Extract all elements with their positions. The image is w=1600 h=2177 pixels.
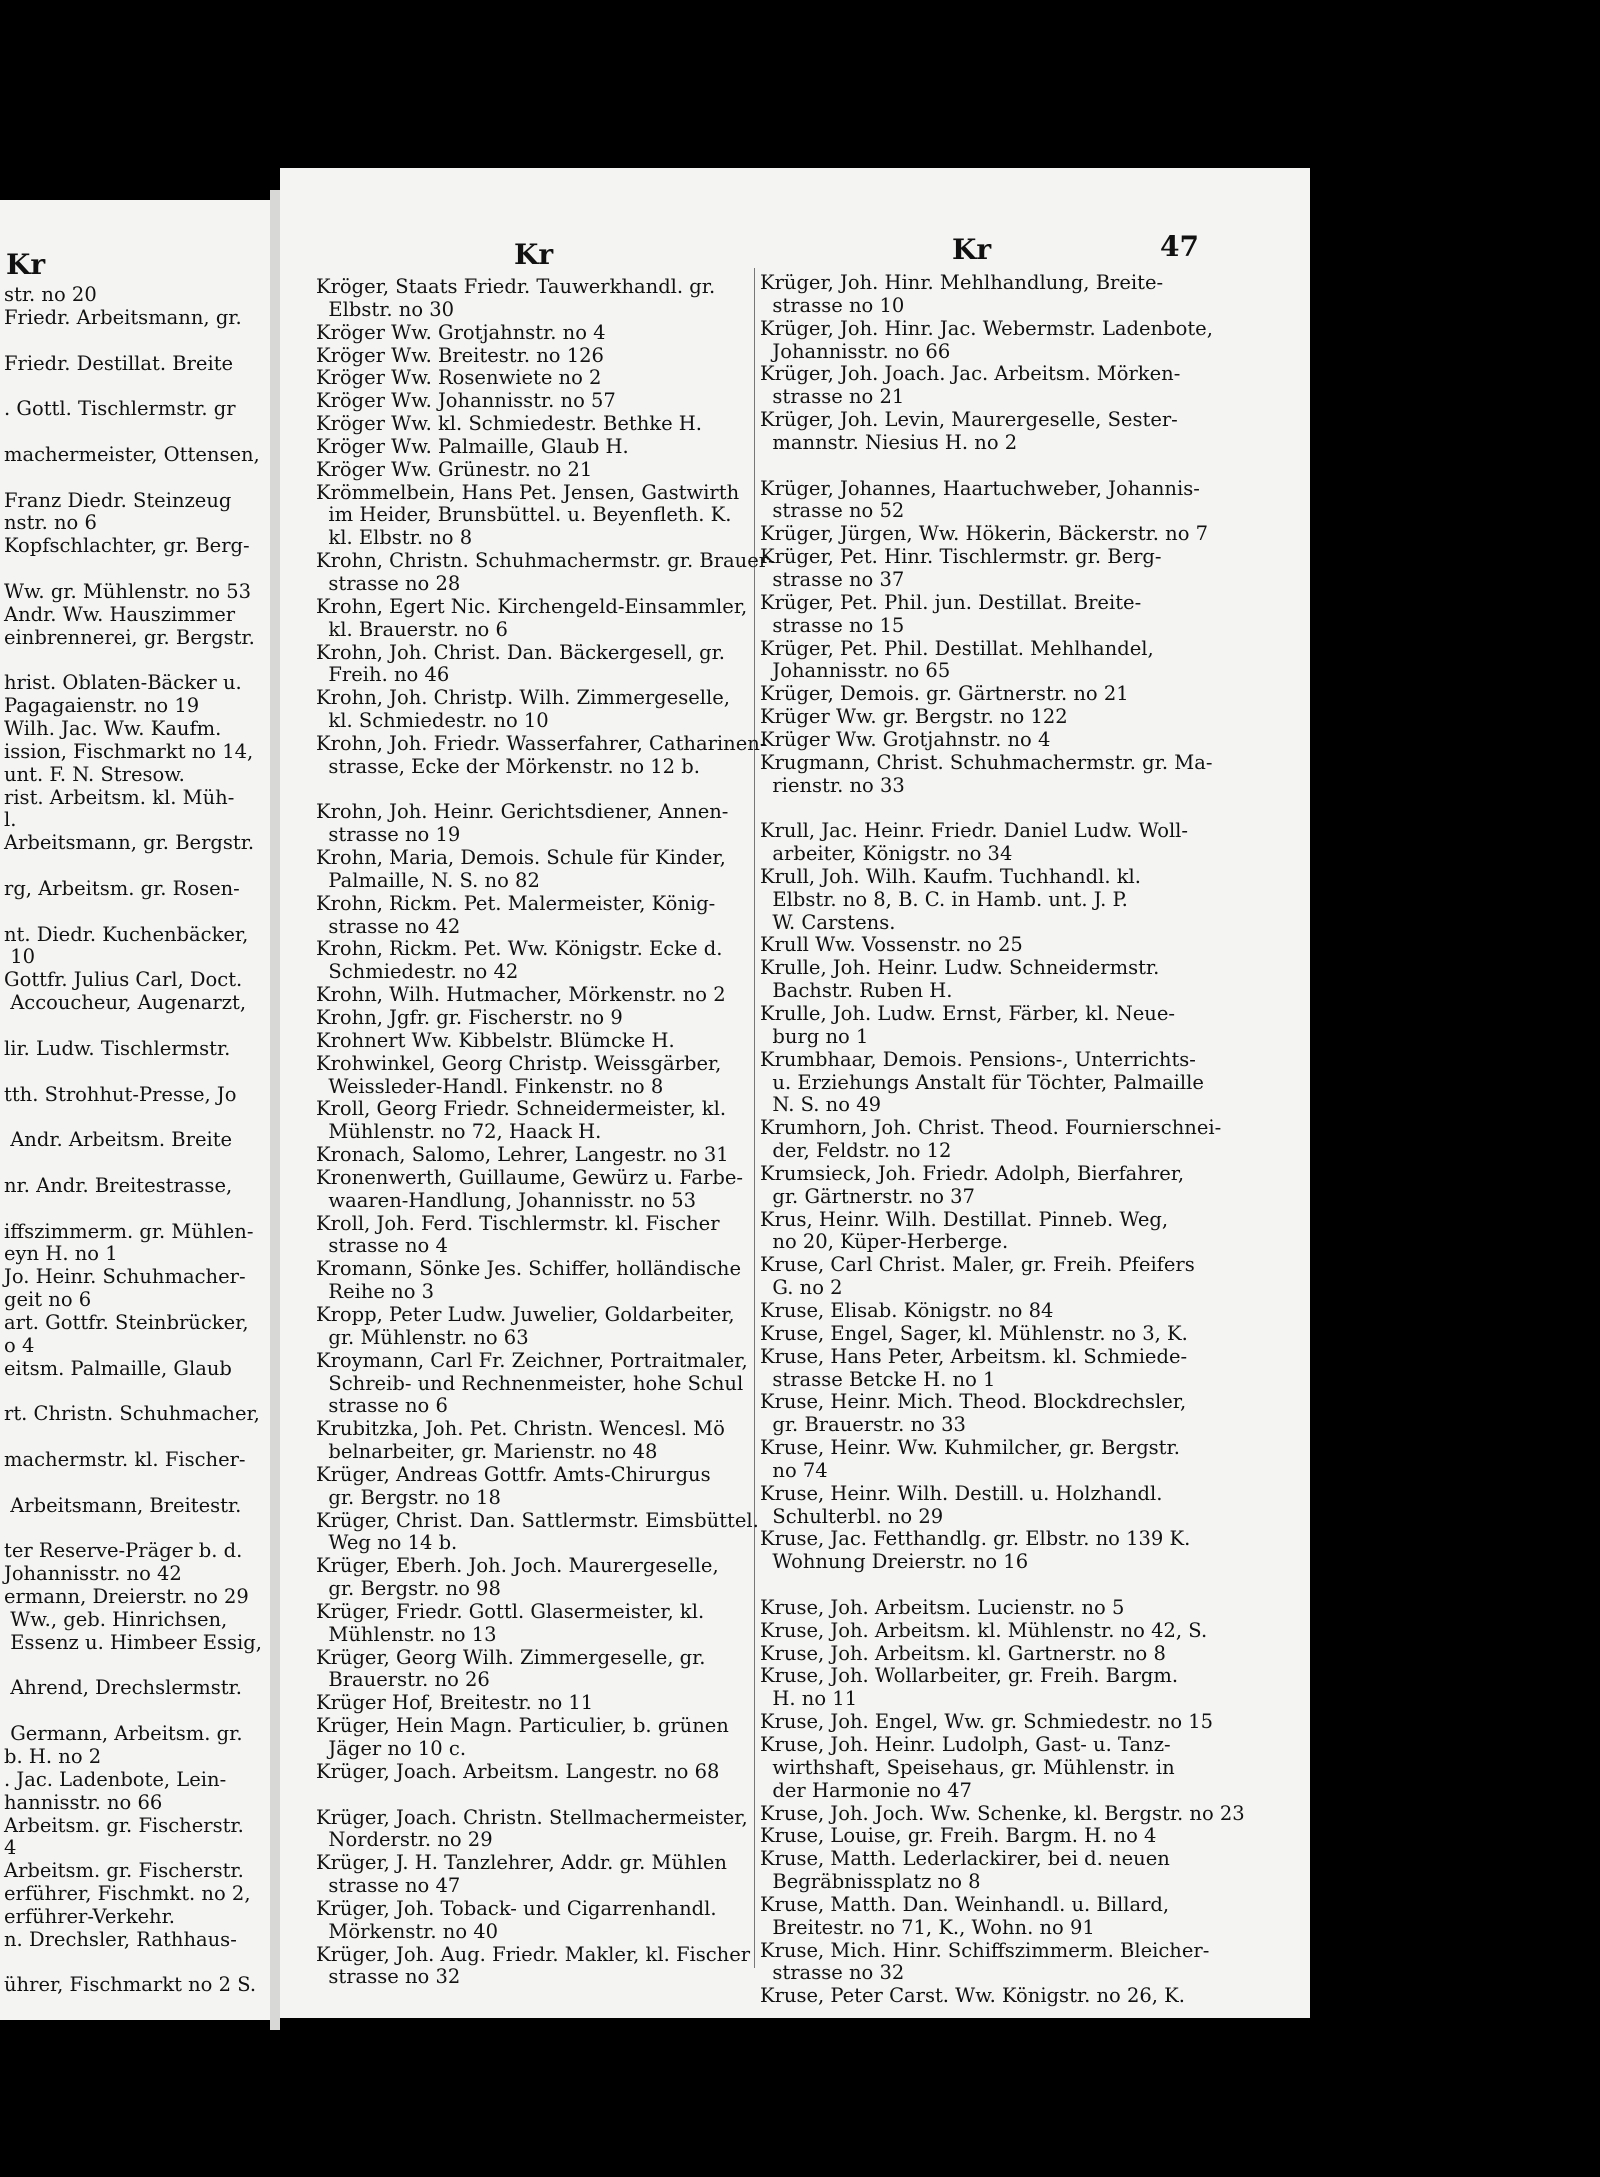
directory-entry-line: strasse no 19 bbox=[316, 823, 461, 847]
directory-entry-line: rist. Arbeitsm. kl. Müh- bbox=[4, 785, 235, 809]
directory-entry-line: Krüger, Andreas Gottfr. Amts-Chirurgus bbox=[316, 1462, 711, 1486]
right-page bbox=[280, 168, 1310, 2018]
right-column bbox=[760, 272, 1245, 2008]
directory-entry-line: Gottfr. Julius Carl, Doct. bbox=[4, 968, 243, 992]
directory-entry-line: Kröger Ww. Grotjahnstr. no 4 bbox=[316, 320, 606, 344]
directory-entry-line: Ww. gr. Mühlenstr. no 53 bbox=[4, 579, 252, 603]
directory-entry-line bbox=[4, 1655, 262, 1678]
directory-entry-line: Kruse, Jac. Fetthandlg. gr. Elbstr. no 139 K. bbox=[760, 1527, 1191, 1551]
directory-entry-line: arbeiter, Königstr. no 34 bbox=[760, 842, 1013, 866]
directory-entry-line: Arbeitsmann, gr. Bergstr. bbox=[4, 831, 255, 855]
directory-entry-line bbox=[4, 558, 262, 581]
directory-entry-line: Krohnert Ww. Kibbelstr. Blümcke H. bbox=[316, 1028, 675, 1052]
directory-entry-line: Kropp, Peter Ludw. Juwelier, Goldarbeiter, bbox=[316, 1302, 735, 1326]
directory-entry-line bbox=[316, 779, 775, 802]
directory-entry-line: ermann, Dreierstr. no 29 bbox=[4, 1585, 249, 1609]
directory-entry-line: Krüger, Joh. Joach. Jac. Arbeitsm. Mörken- bbox=[760, 362, 1181, 386]
left-page-header: Kr bbox=[6, 248, 46, 281]
directory-entry-line: Kruse, Mich. Hinr. Schiffszimmerm. Bleicher- bbox=[760, 1938, 1210, 1962]
directory-entry-line: mannstr. Niesius H. no 2 bbox=[760, 430, 1018, 454]
directory-entry-line bbox=[4, 1106, 262, 1129]
directory-entry-line: Krüger Ww. gr. Bergstr. no 122 bbox=[760, 705, 1068, 729]
directory-entry-line: Weissleder-Handl. Finkenstr. no 8 bbox=[316, 1074, 664, 1098]
directory-entry-line: hrist. Oblaten-Bäcker u. bbox=[4, 671, 242, 695]
directory-entry-line: Kruse, Engel, Sager, kl. Mühlenstr. no 3, K. bbox=[760, 1321, 1188, 1345]
directory-entry-line: im Heider, Brunsbüttel. u. Beyenfleth. K. bbox=[316, 503, 732, 527]
directory-entry-line: strasse no 10 bbox=[760, 293, 905, 317]
directory-entry-line: iffszimmerm. gr. Mühlen- bbox=[4, 1219, 254, 1243]
directory-entry-line: Mühlenstr. no 72, Haack H. bbox=[316, 1120, 602, 1144]
directory-entry-line: Schulterbl. no 29 bbox=[760, 1504, 944, 1528]
directory-entry-line: Krull, Joh. Wilh. Kaufm. Tuchhandl. kl. bbox=[760, 864, 1141, 888]
directory-entry-line: waaren-Handlung, Johannisstr. no 53 bbox=[316, 1188, 697, 1212]
directory-entry-line: Krumsieck, Joh. Friedr. Adolph, Bierfahrer, bbox=[760, 1161, 1185, 1185]
directory-entry-line: Friedr. Destillat. Breite bbox=[4, 351, 234, 375]
directory-entry-line: strasse no 28 bbox=[316, 571, 461, 595]
directory-entry-line: Krohn, Wilh. Hutmacher, Mörkenstr. no 2 bbox=[316, 983, 726, 1007]
directory-entry-line: Kroll, Joh. Ferd. Tischlermstr. kl. Fischer bbox=[316, 1211, 720, 1235]
directory-entry-line: rienstr. no 33 bbox=[760, 773, 905, 797]
directory-entry-line: Krüger, Pet. Hinr. Tischlermstr. gr. Berg- bbox=[760, 545, 1162, 569]
directory-entry-line: 4 bbox=[4, 1836, 17, 1860]
directory-entry-line: Franz Diedr. Steinzeug bbox=[4, 488, 232, 512]
directory-entry-line: . Jac. Ladenbote, Lein- bbox=[4, 1767, 227, 1791]
directory-entry-line: H. no 11 bbox=[760, 1687, 858, 1711]
directory-entry-line bbox=[4, 1061, 262, 1084]
directory-entry-line: Kruse, Heinr. Mich. Theod. Blockdrechsler, bbox=[760, 1390, 1187, 1414]
directory-entry-line: Krüger, Demois. gr. Gärtnerstr. no 21 bbox=[760, 682, 1129, 706]
directory-entry-line: Kruse, Peter Carst. Ww. Königstr. no 26, K. bbox=[760, 1984, 1185, 2008]
directory-entry-line: art. Gottfr. Steinbrücker, bbox=[4, 1310, 249, 1334]
directory-entry-line: ission, Fischmarkt no 14, bbox=[4, 739, 254, 763]
directory-entry-line: Krohn, Maria, Demois. Schule für Kinder, bbox=[316, 846, 726, 870]
directory-entry-line bbox=[760, 797, 1245, 820]
directory-entry-line: Krüger, Joach. Arbeitsm. Langestr. no 68 bbox=[316, 1759, 720, 1783]
directory-entry-line: strasse, Ecke der Mörkenstr. no 12 b. bbox=[316, 754, 700, 778]
directory-entry-line: Krüger Ww. Grotjahnstr. no 4 bbox=[760, 727, 1051, 751]
directory-entry-line: Krohn, Christn. Schuhmachermstr. gr. Brauer- bbox=[316, 549, 775, 573]
directory-entry-line: strasse Betcke H. no 1 bbox=[760, 1367, 996, 1391]
directory-entry-line: nt. Diedr. Kuchenbäcker, bbox=[4, 922, 249, 946]
directory-entry-line: nr. Andr. Breitestrasse, bbox=[4, 1173, 233, 1197]
directory-entry-line: Essenz u. Himbeer Essig, bbox=[4, 1630, 262, 1654]
directory-entry-line bbox=[4, 1700, 262, 1723]
directory-entry-line: gr. Brauerstr. no 33 bbox=[760, 1413, 966, 1437]
directory-entry-line bbox=[4, 1426, 262, 1449]
directory-entry-line: lir. Ludw. Tischlermstr. bbox=[4, 1036, 231, 1060]
directory-entry-line: erführer, Fischmkt. no 2, bbox=[4, 1882, 251, 1906]
directory-entry-line: Krüger, Eberh. Joh. Joch. Maurergeselle, bbox=[316, 1554, 719, 1578]
directory-entry-line: strasse no 32 bbox=[760, 1961, 905, 1985]
directory-entry-line bbox=[4, 855, 262, 878]
directory-entry-line: Accoucheur, Augenarzt, bbox=[4, 991, 247, 1015]
directory-entry-line: erführer-Verkehr. bbox=[4, 1904, 175, 1928]
directory-entry-line: Krüger, Joh. Aug. Friedr. Makler, kl. Fischer bbox=[316, 1942, 751, 1966]
directory-entry-line: einbrennerei, gr. Bergstr. bbox=[4, 625, 255, 649]
directory-entry-line: Krüger Hof, Breitestr. no 11 bbox=[316, 1691, 594, 1715]
directory-entry-line: Freih. no 46 bbox=[316, 663, 450, 687]
directory-entry-line: Andr. Arbeitsm. Breite bbox=[4, 1128, 233, 1152]
directory-entry-line: Krohn, Joh. Christ. Dan. Bäckergesell, gr. bbox=[316, 640, 726, 664]
directory-entry-line: Krüger, Johannes, Haartuchweber, Johannis- bbox=[760, 476, 1200, 500]
directory-entry-line: Krull, Jac. Heinr. Friedr. Daniel Ludw. Woll- bbox=[760, 819, 1189, 843]
directory-entry-line: Breitestr. no 71, K., Wohn. no 91 bbox=[760, 1915, 1095, 1939]
directory-entry-line: gr. Mühlenstr. no 63 bbox=[316, 1325, 529, 1349]
directory-entry-line: Kröger Ww. Breitestr. no 126 bbox=[316, 343, 604, 367]
directory-entry-line bbox=[4, 1472, 262, 1495]
directory-entry-line: Kruse, Joh. Joch. Ww. Schenke, kl. Bergstr. no 23 bbox=[760, 1801, 1245, 1825]
directory-entry-line: Krull Ww. Vossenstr. no 25 bbox=[760, 933, 1023, 957]
directory-entry-line: burg no 1 bbox=[760, 1024, 869, 1048]
directory-entry-line bbox=[4, 1381, 262, 1404]
directory-entry-line: nstr. no 6 bbox=[4, 511, 97, 535]
directory-entry-line: der, Feldstr. no 12 bbox=[760, 1139, 952, 1163]
directory-entry-line: eitsm. Palmaille, Glaub bbox=[4, 1356, 232, 1380]
directory-entry-line: tth. Strohhut-Presse, Jo bbox=[4, 1082, 237, 1106]
directory-entry-line: Krömmelbein, Hans Pet. Jensen, Gastwirth bbox=[316, 480, 740, 504]
directory-entry-line: kl. Schmiedestr. no 10 bbox=[316, 709, 549, 733]
directory-entry-line: strasse no 15 bbox=[760, 613, 905, 637]
directory-entry-line bbox=[4, 1152, 262, 1175]
directory-entry-line: Elbstr. no 30 bbox=[316, 297, 455, 321]
directory-entry-line: Krumhorn, Joh. Christ. Theod. Fournierschnei- bbox=[760, 1116, 1222, 1140]
directory-entry-line: Jo. Heinr. Schuhmacher- bbox=[4, 1265, 246, 1289]
directory-entry-line: Kruse, Heinr. Ww. Kuhmilcher, gr. Bergstr. bbox=[760, 1436, 1180, 1460]
directory-entry-line: Andr. Ww. Hauszimmer bbox=[4, 602, 236, 626]
directory-entry-line bbox=[760, 455, 1245, 478]
directory-entry-line: Johannisstr. no 66 bbox=[760, 339, 951, 363]
directory-entry-line: Kröger Ww. kl. Schmiedestr. Bethke H. bbox=[316, 412, 703, 436]
directory-entry-line: Krohn, Egert Nic. Kirchengeld-Einsammler, bbox=[316, 594, 748, 618]
directory-entry-line: 10 bbox=[4, 945, 36, 969]
directory-entry-line: Norderstr. no 29 bbox=[316, 1828, 493, 1852]
directory-entry-line: Kruse, Louise, gr. Freih. Bargm. H. no 4 bbox=[760, 1824, 1157, 1848]
directory-entry-line: strasse no 32 bbox=[316, 1965, 461, 1989]
directory-entry-line: kl. Elbstr. no 8 bbox=[316, 526, 473, 550]
directory-entry-line: Kröger Ww. Palmaille, Glaub H. bbox=[316, 434, 629, 458]
directory-entry-line: Germann, Arbeitsm. gr. bbox=[4, 1722, 243, 1746]
directory-entry-line: Kroll, Georg Friedr. Schneidermeister, kl. bbox=[316, 1097, 727, 1121]
directory-entry-line: kl. Brauerstr. no 6 bbox=[316, 617, 508, 641]
directory-entry-line: Krus, Heinr. Wilh. Destillat. Pinneb. Weg, bbox=[760, 1207, 1169, 1231]
directory-entry-line: Palmaille, N. S. no 82 bbox=[316, 868, 540, 892]
directory-entry-line: Kruse, Hans Peter, Arbeitsm. kl. Schmiede- bbox=[760, 1344, 1188, 1368]
directory-entry-line: Ww., geb. Hinrichsen, bbox=[4, 1607, 228, 1631]
directory-entry-line bbox=[4, 467, 262, 490]
directory-entry-line: Kröger Ww. Rosenwiete no 2 bbox=[316, 366, 602, 390]
directory-entry-line: Kruse, Carl Christ. Maler, gr. Freih. Pfeifers bbox=[760, 1253, 1195, 1277]
directory-entry-line: geit no 6 bbox=[4, 1288, 92, 1312]
directory-entry-line: rt. Christn. Schuhmacher, bbox=[4, 1402, 260, 1426]
directory-entry-line: l. bbox=[4, 808, 17, 832]
directory-entry-line: N. S. no 49 bbox=[760, 1093, 881, 1117]
directory-entry-line: Bachstr. Ruben H. bbox=[760, 979, 953, 1003]
directory-entry-line: Elbstr. no 8, B. C. in Hamb. unt. J. P. bbox=[760, 887, 1128, 911]
right-page-header-right: Kr bbox=[952, 233, 992, 266]
directory-entry-line bbox=[4, 375, 262, 398]
directory-entry-line: Krüger, Joach. Christn. Stellmachermeister, bbox=[316, 1805, 748, 1829]
directory-entry-line: Wohnung Dreierstr. no 16 bbox=[760, 1550, 1029, 1574]
directory-entry-line: Krüger, Joh. Hinr. Mehlhandlung, Breite- bbox=[760, 271, 1164, 294]
directory-entry-line: Schmiedestr. no 42 bbox=[316, 960, 519, 984]
directory-entry-line: Krüger, Pet. Phil. Destillat. Mehlhandel, bbox=[760, 636, 1154, 660]
directory-entry-line: gr. Bergstr. no 98 bbox=[316, 1577, 501, 1601]
directory-entry-line: Krohn, Jgfr. gr. Fischerstr. no 9 bbox=[316, 1006, 623, 1029]
directory-entry-line: Kronenwerth, Guillaume, Gewürz u. Farbe- bbox=[316, 1165, 743, 1189]
directory-entry-line: Krüger, Friedr. Gottl. Glasermeister, kl. bbox=[316, 1599, 705, 1623]
directory-entry-line: machermstr. kl. Fischer- bbox=[4, 1448, 246, 1472]
directory-entry-line: strasse no 6 bbox=[316, 1394, 448, 1418]
directory-entry-line: unt. F. N. Stresow. bbox=[4, 762, 185, 786]
directory-entry-line: Krubitzka, Joh. Pet. Christn. Wencesl. Mö bbox=[316, 1417, 725, 1441]
directory-entry-line: Kruse, Joh. Arbeitsm. Lucienstr. no 5 bbox=[760, 1595, 1125, 1619]
middle-column bbox=[316, 276, 775, 1989]
directory-entry-line: Kruse, Joh. Engel, Ww. gr. Schmiedestr. no 15 bbox=[760, 1710, 1214, 1734]
directory-entry-line bbox=[760, 1574, 1245, 1597]
directory-entry-line: no 74 bbox=[760, 1458, 828, 1482]
directory-entry-line: Krohn, Joh. Christp. Wilh. Zimmergeselle, bbox=[316, 686, 730, 710]
directory-entry-line bbox=[4, 650, 262, 673]
directory-entry-line: strasse no 42 bbox=[316, 914, 461, 938]
directory-entry-line: Schreib- und Rechnenmeister, hohe Schul bbox=[316, 1371, 744, 1395]
directory-entry-line: G. no 2 bbox=[760, 1276, 843, 1300]
directory-entry-line bbox=[4, 330, 262, 353]
directory-entry-line: hannisstr. no 66 bbox=[4, 1790, 163, 1814]
left-page-column bbox=[4, 284, 262, 1997]
directory-entry-line: Kröger Ww. Grünestr. no 21 bbox=[316, 457, 593, 481]
directory-entry-line: str. no 20 bbox=[4, 283, 97, 306]
directory-entry-line: n. Drechsler, Rathhaus- bbox=[4, 1927, 237, 1951]
directory-entry-line: Kruse, Matth. Dan. Weinhandl. u. Billard, bbox=[760, 1892, 1170, 1916]
directory-entry-line: u. Erziehungs Anstalt für Töchter, Palmaille bbox=[760, 1070, 1204, 1094]
directory-entry-line: Kronach, Salomo, Lehrer, Langestr. no 31 bbox=[316, 1143, 729, 1167]
directory-entry-line: W. Carstens. bbox=[760, 910, 896, 934]
directory-entry-line bbox=[316, 1784, 775, 1807]
directory-entry-line: Kroymann, Carl Fr. Zeichner, Portraitmaler, bbox=[316, 1348, 748, 1372]
directory-entry-line: Kruse, Matth. Lederlackirer, bei d. neuen bbox=[760, 1847, 1170, 1871]
directory-entry-line: Krohn, Rickm. Pet. Malermeister, König- bbox=[316, 891, 716, 915]
directory-entry-line: gr. Gärtnerstr. no 37 bbox=[760, 1184, 975, 1208]
directory-entry-line: strasse no 4 bbox=[316, 1234, 448, 1258]
directory-entry-line: . Gottl. Tischlermstr. gr bbox=[4, 397, 236, 421]
directory-entry-line: Krüger, Georg Wilh. Zimmergeselle, gr. bbox=[316, 1645, 706, 1669]
directory-entry-line: Krulle, Joh. Ludw. Ernst, Färber, kl. Neue- bbox=[760, 1002, 1175, 1025]
directory-entry-line: wirthshaft, Speisehaus, gr. Mühlenstr. in bbox=[760, 1755, 1175, 1779]
directory-entry-line: Kruse, Joh. Arbeitsm. kl. Gartnerstr. no 8 bbox=[760, 1641, 1166, 1665]
directory-entry-line: ührer, Fischmarkt no 2 S. bbox=[4, 1973, 257, 1997]
directory-entry-line: no 20, Küper-Herberge. bbox=[760, 1230, 1009, 1254]
directory-entry-line: machermeister, Ottensen, bbox=[4, 442, 260, 466]
directory-entry-line: Kruse, Heinr. Wilh. Destill. u. Holzhandl. bbox=[760, 1481, 1163, 1505]
directory-entry-line: strasse no 52 bbox=[760, 499, 905, 523]
directory-entry-line: Krüger, Hein Magn. Particulier, b. grünen bbox=[316, 1714, 729, 1738]
directory-entry-line: Johannisstr. no 65 bbox=[760, 659, 951, 683]
directory-entry-line: Mühlenstr. no 13 bbox=[316, 1622, 497, 1646]
directory-entry-line bbox=[4, 1015, 262, 1038]
directory-entry-line: Mörkenstr. no 40 bbox=[316, 1919, 499, 1943]
directory-entry-line: Krohn, Joh. Heinr. Gerichtsdiener, Annen- bbox=[316, 800, 729, 824]
directory-entry-line: ter Reserve-Präger b. d. bbox=[4, 1539, 243, 1563]
directory-entry-line: rg, Arbeitsm. gr. Rosen- bbox=[4, 876, 240, 900]
directory-entry-line: Ahrend, Drechslermstr. bbox=[4, 1676, 242, 1700]
directory-entry-line: Krüger, Joh. Toback- und Cigarrenhandl. bbox=[316, 1896, 717, 1920]
directory-entry-line: b. H. no 2 bbox=[4, 1745, 102, 1768]
directory-entry-line: Friedr. Arbeitsmann, gr. bbox=[4, 305, 242, 329]
directory-entry-line: der Harmonie no 47 bbox=[760, 1778, 972, 1802]
directory-entry-line: Krüger, Joh. Hinr. Jac. Webermstr. Ladenbote, bbox=[760, 316, 1213, 340]
directory-entry-line bbox=[4, 901, 262, 924]
directory-entry-line: eyn H. no 1 bbox=[4, 1242, 118, 1266]
page-number: 47 bbox=[1160, 230, 1199, 263]
directory-entry-line: Krüger, Christ. Dan. Sattlermstr. Eimsbüttel. bbox=[316, 1508, 759, 1532]
right-page-header-center: Kr bbox=[514, 238, 554, 271]
directory-entry-line bbox=[4, 421, 262, 444]
directory-entry-line: Krüger, Pet. Phil. jun. Destillat. Breite- bbox=[760, 590, 1142, 614]
directory-entry-line: gr. Bergstr. no 18 bbox=[316, 1485, 501, 1509]
directory-entry-line: Reihe no 3 bbox=[316, 1280, 435, 1304]
left-page bbox=[0, 200, 270, 2020]
directory-entry-line bbox=[4, 1198, 262, 1221]
directory-entry-line bbox=[4, 1952, 262, 1975]
directory-entry-line: Krüger, Jürgen, Ww. Hökerin, Bäckerstr. no 7 bbox=[760, 522, 1209, 546]
directory-entry-line: Krumbhaar, Demois. Pensions-, Unterrichts- bbox=[760, 1047, 1196, 1071]
directory-entry-line: strasse no 21 bbox=[760, 385, 905, 409]
directory-entry-line: Kröger Ww. Johannisstr. no 57 bbox=[316, 389, 616, 413]
directory-entry-line: Wilh. Jac. Ww. Kaufm. bbox=[4, 717, 222, 741]
directory-entry-line: Jäger no 10 c. bbox=[316, 1737, 467, 1760]
directory-entry-line: Weg no 14 b. bbox=[316, 1531, 458, 1555]
directory-entry-line: Krüger, J. H. Tanzlehrer, Addr. gr. Mühlen bbox=[316, 1851, 727, 1875]
directory-entry-line: strasse no 47 bbox=[316, 1874, 461, 1898]
directory-entry-line: Begräbnissplatz no 8 bbox=[760, 1870, 981, 1894]
directory-entry-line: Krohn, Joh. Friedr. Wasserfahrer, Catharinen- bbox=[316, 731, 767, 755]
directory-entry-line bbox=[4, 1518, 262, 1541]
directory-entry-line: Pagagaienstr. no 19 bbox=[4, 694, 200, 718]
directory-entry-line: Kruse, Joh. Heinr. Ludolph, Gast- u. Tanz- bbox=[760, 1733, 1171, 1756]
directory-entry-line: Arbeitsmann, Breitestr. bbox=[4, 1493, 242, 1517]
directory-entry-line: Krugmann, Christ. Schuhmachermstr. gr. Ma- bbox=[760, 750, 1213, 774]
directory-entry-line: Kruse, Joh. Arbeitsm. kl. Mühlenstr. no 42, S. bbox=[760, 1618, 1208, 1642]
directory-entry-line: Arbeitsm. gr. Fischerstr. bbox=[4, 1813, 244, 1837]
directory-entry-line: Kopfschlachter, gr. Berg- bbox=[4, 534, 250, 558]
directory-entry-line: o 4 bbox=[4, 1333, 35, 1357]
directory-entry-line: Krulle, Joh. Heinr. Ludw. Schneidermstr. bbox=[760, 956, 1160, 980]
directory-entry-line: Brauerstr. no 26 bbox=[316, 1668, 490, 1692]
book-gutter bbox=[270, 190, 280, 2030]
directory-entry-line: belnarbeiter, gr. Marienstr. no 48 bbox=[316, 1440, 658, 1464]
directory-entry-line: Kröger, Staats Friedr. Tauwerkhandl. gr. bbox=[316, 275, 716, 298]
directory-entry-line: Kruse, Elisab. Königstr. no 84 bbox=[760, 1298, 1054, 1322]
directory-entry-line: Arbeitsm. gr. Fischerstr. bbox=[4, 1859, 244, 1883]
directory-entry-line: Krohn, Rickm. Pet. Ww. Königstr. Ecke d. bbox=[316, 937, 723, 961]
directory-entry-line: Kromann, Sönke Jes. Schiffer, holländische bbox=[316, 1257, 741, 1281]
directory-entry-line: Krohwinkel, Georg Christp. Weissgärber, bbox=[316, 1051, 722, 1075]
directory-entry-line: strasse no 37 bbox=[760, 567, 905, 591]
directory-entry-line: Krüger, Joh. Levin, Maurergeselle, Sester- bbox=[760, 408, 1178, 432]
directory-entry-line: Johannisstr. no 42 bbox=[4, 1562, 182, 1586]
directory-entry-line: Kruse, Joh. Wollarbeiter, gr. Freih. Bargm. bbox=[760, 1664, 1179, 1688]
